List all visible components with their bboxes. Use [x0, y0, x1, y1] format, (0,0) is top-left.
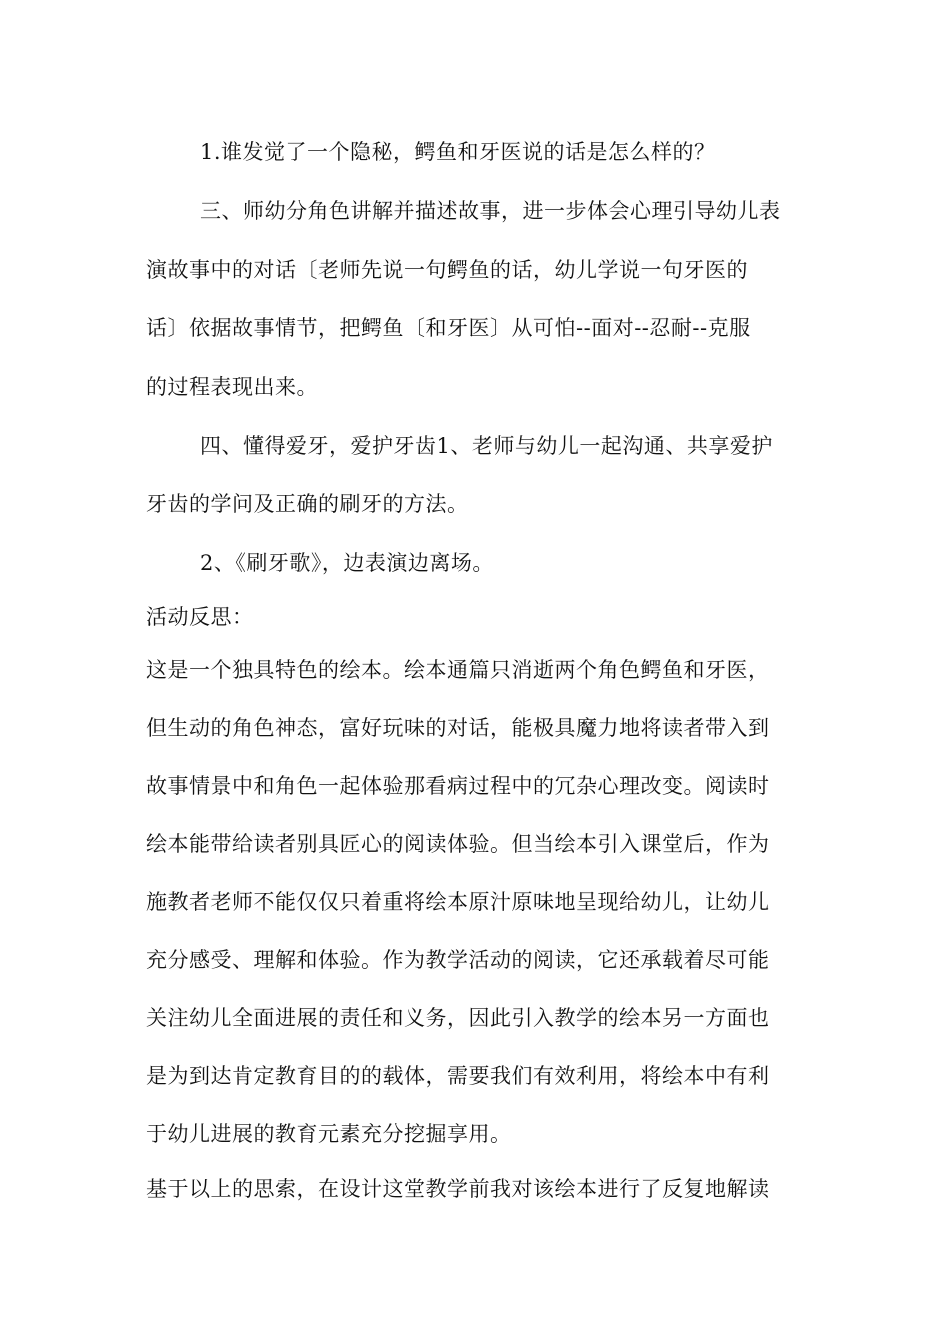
paragraph-line: 的过程表现出来。 — [146, 375, 318, 399]
paragraph-line: 牙齿的学问及正确的刷牙的方法。 — [146, 492, 469, 516]
paragraph-line: 演故事中的对话〔老师先说一句鳄鱼的话，幼儿学说一句牙医的 — [146, 258, 748, 282]
paragraph-line: 基于以上的思索，在设计这堂教学前我对该绘本进行了反复地解读 — [146, 1177, 770, 1201]
paragraph-line: 但生动的角色神态，富好玩味的对话，能极具魔力地将读者带入到 — [146, 716, 770, 740]
paragraph-line: 绘本能带给读者别具匠心的阅读体验。但当绘本引入课堂后，作为 — [146, 832, 770, 856]
paragraph-line: 这是一个独具特色的绘本。绘本通篇只消逝两个角色鳄鱼和牙医， — [146, 658, 770, 682]
paragraph-line: 充分感受、理解和体验。作为教学活动的阅读，它还承载着尽可能 — [146, 948, 770, 972]
paragraph-line-section-four: 四、懂得爱牙，爱护牙齿1、老师与幼儿一起沟通、共享爱护 — [200, 434, 773, 458]
section-heading-reflection: 活动反思： — [146, 605, 254, 629]
paragraph-line: 话〕依据故事情节，把鳄鱼〔和牙医〕从可怕--面对--忍耐--克服 — [146, 316, 751, 340]
paragraph-line-brushing-song: 2、《刷牙歌》，边表演边离场。 — [200, 551, 494, 575]
paragraph-line-section-three: 三、师幼分角色讲解并描述故事，进一步体会心理引导幼儿表 — [200, 199, 781, 223]
paragraph-line: 是为到达肯定教育目的的载体，需要我们有效利用，将绘本中有利 — [146, 1064, 770, 1088]
paragraph-line: 关注幼儿全面进展的责任和义务，因此引入教学的绘本另一方面也 — [146, 1006, 770, 1030]
paragraph-line: 故事情景中和角色一起体验那看病过程中的冗杂心理改变。阅读时 — [146, 774, 770, 798]
paragraph-line: 于幼儿进展的教育元素充分挖掘享用。 — [146, 1122, 512, 1146]
paragraph-line: 施教者老师不能仅仅只着重将绘本原汁原味地呈现给幼儿，让幼儿 — [146, 890, 770, 914]
paragraph-line-question: 1.谁发觉了一个隐秘，鳄鱼和牙医说的话是怎么样的？ — [200, 140, 716, 164]
